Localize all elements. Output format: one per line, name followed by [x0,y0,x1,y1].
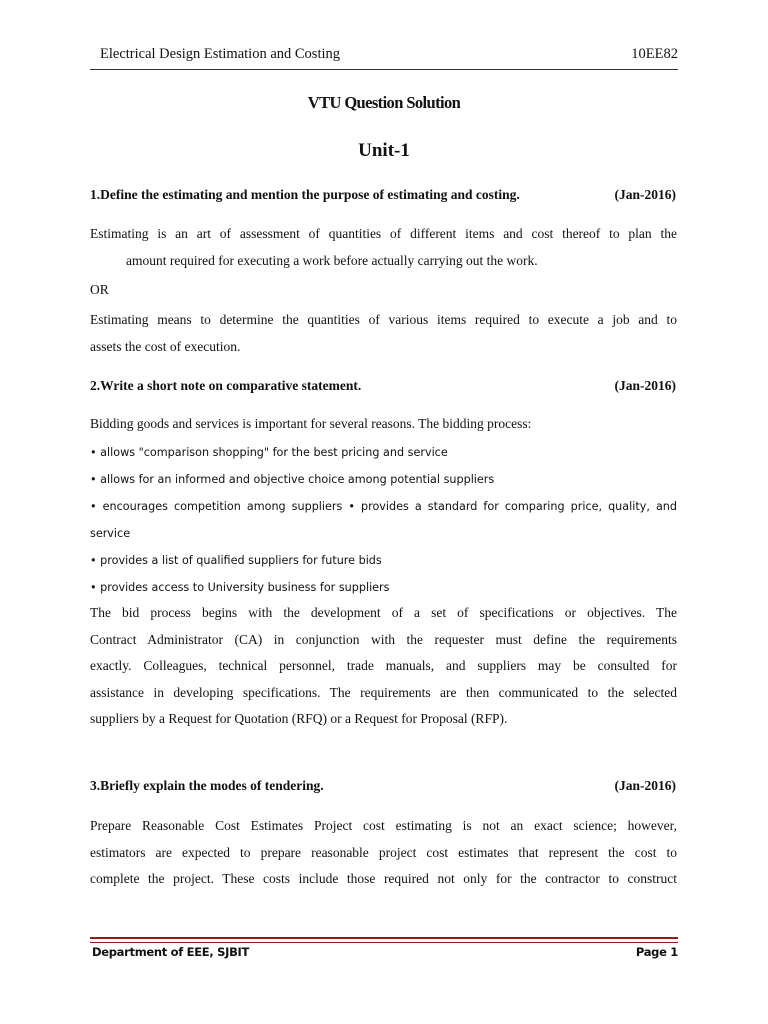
list-item: service [90,527,131,540]
question-2 [90,378,676,394]
text-line: Prepare Reasonable Cost Estimates Project cost estimating is not an exact science; however, [90,818,677,833]
question-1-text: 1.Define the estimating and mention the purpose of estimating and costing. [90,187,520,202]
text-line: suppliers by a Request for Quotation (RFQ) or a Request for Proposal (RFP). [90,711,508,726]
list-item: • allows "comparison shopping" for the best pricing and service [90,446,448,459]
text-line: assistance in developing specifications. The requirements are then communicated to the selected [90,684,677,700]
question-1 [90,187,676,203]
answer-2-paragraph [90,600,677,733]
text-line: Estimating is an art of assessment of quantities of different items and cost thereof to plan the [90,226,677,241]
text-line: The bid process begins with the development of a set of specifications or objectives. The [90,605,677,620]
document-title: VTU Question Solution [307,93,461,112]
answer-1-paragraph-1 [90,221,677,274]
footer-rule-thin [90,942,678,943]
running-header [100,46,678,63]
question-2-tag: (Jan-2016) [614,378,676,393]
answer-3-paragraph [90,813,677,893]
answer-1-paragraph-2 [90,307,677,360]
list-item: • encourages competition among suppliers • provides a standard for comparing price, quality, and [90,500,677,513]
text-line: amount required for executing a work before actually carrying out the work. [126,252,538,268]
list-item: • provides access to University business for suppliers [90,581,390,594]
or-separator: OR [90,282,109,297]
unit-heading: Unit-1 [358,140,410,161]
bidding-bullet-list [90,439,677,601]
header-rule [90,69,678,70]
header-course-code: 10EE82 [631,46,678,62]
text-line: Bidding goods and services is important for several reasons. The bidding process: [90,416,532,431]
header-course-title: Electrical Design Estimation and Costing [100,46,341,62]
page-footer [92,945,678,959]
footer-page-number: Page 1 [635,945,678,959]
question-3-tag: (Jan-2016) [614,778,676,793]
text-line: exactly. Colleagues, technical personnel, trade manuals, and suppliers may be consulted for [90,658,677,673]
question-3-text: 3.Briefly explain the modes of tendering. [90,778,324,793]
list-item: • allows for an informed and objective choice among potential suppliers [90,473,495,486]
question-3 [90,778,676,794]
text-line: complete the project. These costs include those required not only for the contractor to construct [90,871,677,886]
answer-1-or [90,277,677,304]
question-1-tag: (Jan-2016) [614,187,676,202]
footer-rule-thick [90,937,678,939]
question-2-text: 2.Write a short note on comparative statement. [90,378,362,393]
footer-department: Department of EEE, SJBIT [92,945,250,959]
text-line: Contract Administrator (CA) in conjunction with the requester must define the requirements [90,631,677,647]
list-item: • provides a list of qualified suppliers for future bids [90,554,382,567]
text-line: estimators are expected to prepare reasonable project cost estimates that represent the cost to [90,844,677,860]
answer-2-intro [90,411,677,438]
text-line: assets the cost of execution. [90,338,241,354]
text-line: Estimating means to determine the quantities of various items required to execute a job and to [90,312,677,327]
